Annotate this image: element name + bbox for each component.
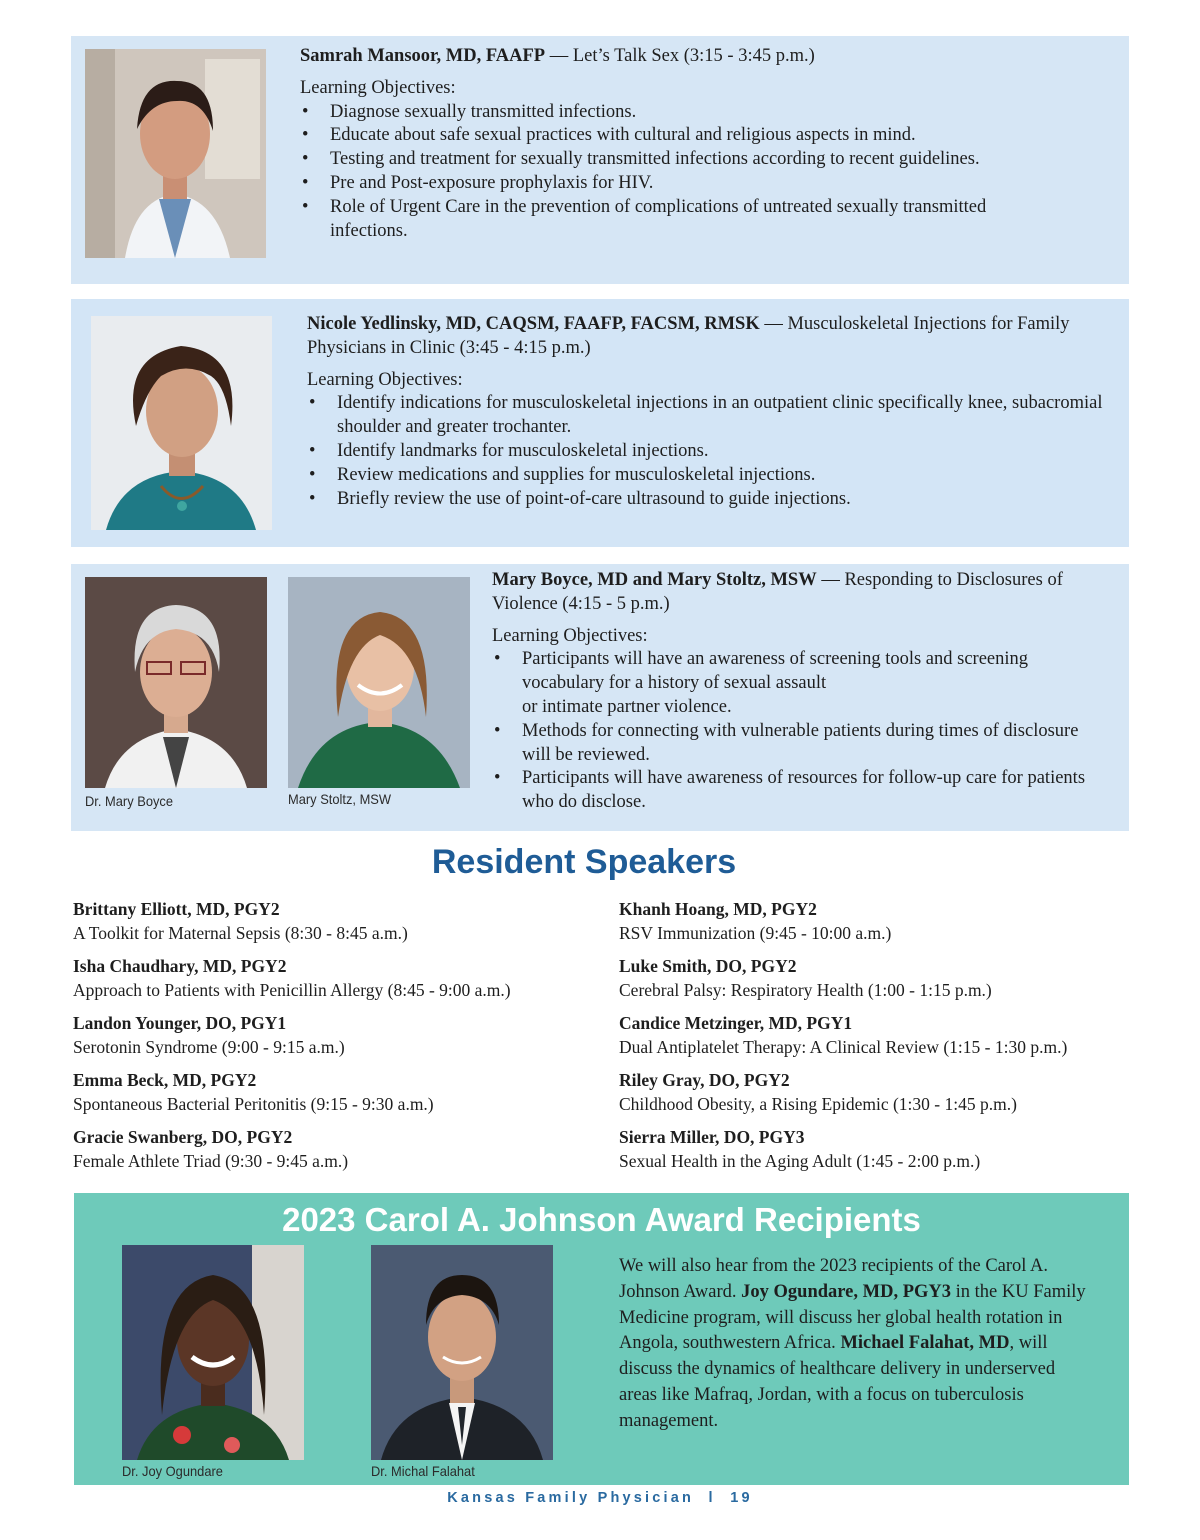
objective-item: • Identify landmarks for musculoskeletal injections.	[307, 440, 1107, 464]
session-box-mansoor	[71, 36, 1129, 284]
session-heading	[300, 45, 1110, 69]
objective-text-continued: or intimate partner violence.	[522, 696, 732, 717]
resident-name: Khanh Hoang, MD, PGY2	[619, 899, 817, 919]
resident-name: Landon Younger, DO, PGY1	[73, 1013, 287, 1033]
award-recipient-name: Michael Falahat, MD	[840, 1333, 1010, 1354]
objective-item: • Identify indications for musculoskeletal injections in an outpatient clinic specifically knee, subacromial shoulder and greater trochanter.	[307, 392, 1107, 440]
resident-column-right	[619, 898, 1159, 1183]
photo-caption: Dr. Joy Ogundare	[122, 1463, 223, 1479]
objective-item: • Methods for connecting with vulnerable patients during times of disclosure will be reviewed.	[492, 720, 1107, 768]
resident-topic: Childhood Obesity, a Rising Epidemic (1:30 - 1:45 p.m.)	[619, 1093, 1017, 1114]
photo-caption: Dr. Mary Boyce	[85, 793, 174, 809]
objective-item: • Briefly review the use of point-of-care ultrasound to guide injections.	[307, 488, 1107, 512]
objective-item: • Testing and treatment for sexually transmitted infections according to recent guidelines.	[300, 148, 1110, 172]
resident-name: Brittany Elliott, MD, PGY2	[73, 899, 280, 919]
session-heading	[492, 569, 1107, 617]
resident-name: Isha Chaudhary, MD, PGY2	[73, 956, 287, 976]
resident-entry	[619, 1069, 1159, 1126]
objective-item: • Participants will have awareness of resources for follow-up care for patients who do disclose.	[492, 767, 1107, 815]
resident-entry	[73, 1126, 613, 1183]
resident-name: Luke Smith, DO, PGY2	[619, 956, 797, 976]
talk-title: — Let’s Talk Sex (3:15 - 3:45 p.m.)	[545, 46, 815, 66]
award-description	[619, 1254, 1089, 1435]
resident-topic: Dual Antiplatelet Therapy: A Clinical Review (1:15 - 1:30 p.m.)	[619, 1036, 1068, 1057]
photo-michael-falahat	[371, 1245, 553, 1460]
photo-mary-boyce	[85, 577, 267, 788]
objective-item: • Pre and Post-exposure prophylaxis for HIV.	[300, 172, 1110, 196]
talk-title: — Musculoskeletal Injections for Family Physicians in Clinic (3:45 - 4:15 p.m.)	[307, 314, 1070, 358]
resident-name: Riley Gray, DO, PGY2	[619, 1070, 790, 1090]
resident-entry	[619, 955, 1159, 1012]
speaker-name: Mary Boyce, MD and Mary Stoltz, MSW	[492, 570, 817, 590]
award-text-part: We will also hear from the 2023 recipients of the Carol A. Johnson Award.	[619, 1256, 1049, 1302]
resident-topic: Spontaneous Bacterial Peritonitis (9:15 - 9:30 a.m.)	[73, 1093, 434, 1114]
section-title-resident-speakers: Resident Speakers	[431, 843, 737, 881]
photo-caption: Mary Stoltz, MSW	[288, 791, 392, 807]
objective-item: • Educate about safe sexual practices with cultural and religious aspects in mind.	[300, 124, 1110, 148]
award-text-part: , will discuss the dynamics of healthcare delivery in underserved areas like Mafraq, Jordan, with a focus on tuberculosis management.	[619, 1333, 1056, 1431]
resident-entry	[619, 898, 1159, 955]
learning-objectives-label: Learning Objectives:	[307, 369, 463, 390]
learning-objectives-label: Learning Objectives:	[300, 77, 456, 98]
talk-title: — Responding to Disclosures of Violence (4:15 - 5 p.m.)	[492, 570, 1063, 614]
resident-column-left	[73, 898, 613, 1183]
resident-name: Gracie Swanberg, DO, PGY2	[73, 1127, 293, 1147]
award-recipient-name: Joy Ogundare, MD, PGY3	[741, 1281, 951, 1302]
session-heading	[307, 313, 1107, 361]
objective-item: • Review medications and supplies for musculoskeletal injections.	[307, 464, 1107, 488]
session-content-yedlinsky	[307, 313, 1107, 511]
objective-item: • Role of Urgent Care in the prevention of complications of untreated sexually transmitted infections.	[300, 196, 1010, 244]
photo-joy-ogundare	[122, 1245, 304, 1460]
session-content-mansoor	[300, 45, 1110, 243]
objective-item	[492, 648, 1107, 719]
session-box-yedlinsky	[71, 299, 1129, 547]
resident-name: Emma Beck, MD, PGY2	[73, 1070, 257, 1090]
resident-topic: Cerebral Palsy: Respiratory Health (1:00 - 1:15 p.m.)	[619, 979, 992, 1000]
resident-topic: A Toolkit for Maternal Sepsis (8:30 - 8:45 a.m.)	[73, 922, 408, 943]
objective-text: Participants will have an awareness of screening tools and screening vocabulary for a history of sexual assault	[522, 649, 1029, 694]
resident-entry	[73, 1012, 613, 1069]
resident-topic: RSV Immunization (9:45 - 10:00 a.m.)	[619, 922, 892, 943]
session-box-boyce-stoltz	[71, 564, 1129, 831]
resident-topic: Approach to Patients with Penicillin Allergy (8:45 - 9:00 a.m.)	[73, 979, 511, 1000]
objectives-list	[300, 101, 1110, 244]
learning-objectives-label: Learning Objectives:	[492, 625, 648, 646]
photo-mary-stoltz	[288, 577, 470, 788]
resident-entry	[619, 1126, 1159, 1183]
photo-caption: Dr. Michal Falahat	[371, 1463, 475, 1479]
resident-entry	[73, 1069, 613, 1126]
objective-item: • Diagnose sexually transmitted infections.	[300, 101, 1110, 125]
award-title: 2023 Carol A. Johnson Award Recipients	[282, 1201, 921, 1238]
objectives-list	[307, 392, 1107, 511]
resident-topic: Serotonin Syndrome (9:00 - 9:15 a.m.)	[73, 1036, 345, 1057]
resident-name: Sierra Miller, DO, PGY3	[619, 1127, 805, 1147]
award-text-part: in the KU Family Medicine program, will discuss her global health rotation in Angola, southwestern Africa.	[619, 1281, 1086, 1354]
resident-topic: Sexual Health in the Aging Adult (1:45 - 2:00 p.m.)	[619, 1150, 981, 1171]
award-box	[74, 1193, 1129, 1485]
speaker-name: Samrah Mansoor, MD, FAAFP	[300, 46, 546, 66]
speaker-name: Nicole Yedlinsky, MD, CAQSM, FAAFP, FACSM, RMSK	[307, 314, 760, 334]
photo-nicole-yedlinsky	[91, 316, 272, 530]
resident-entry	[73, 898, 613, 955]
resident-name: Candice Metzinger, MD, PGY1	[619, 1013, 853, 1033]
objectives-list	[492, 648, 1107, 815]
session-content-boyce-stoltz	[492, 569, 1107, 815]
resident-entry	[619, 1012, 1159, 1069]
resident-topic: Female Athlete Triad (9:30 - 9:45 a.m.)	[73, 1150, 349, 1171]
photo-samrah-mansoor	[85, 49, 266, 258]
resident-entry	[73, 955, 613, 1012]
page-footer: Kansas Family Physician l 19	[447, 1490, 753, 1506]
